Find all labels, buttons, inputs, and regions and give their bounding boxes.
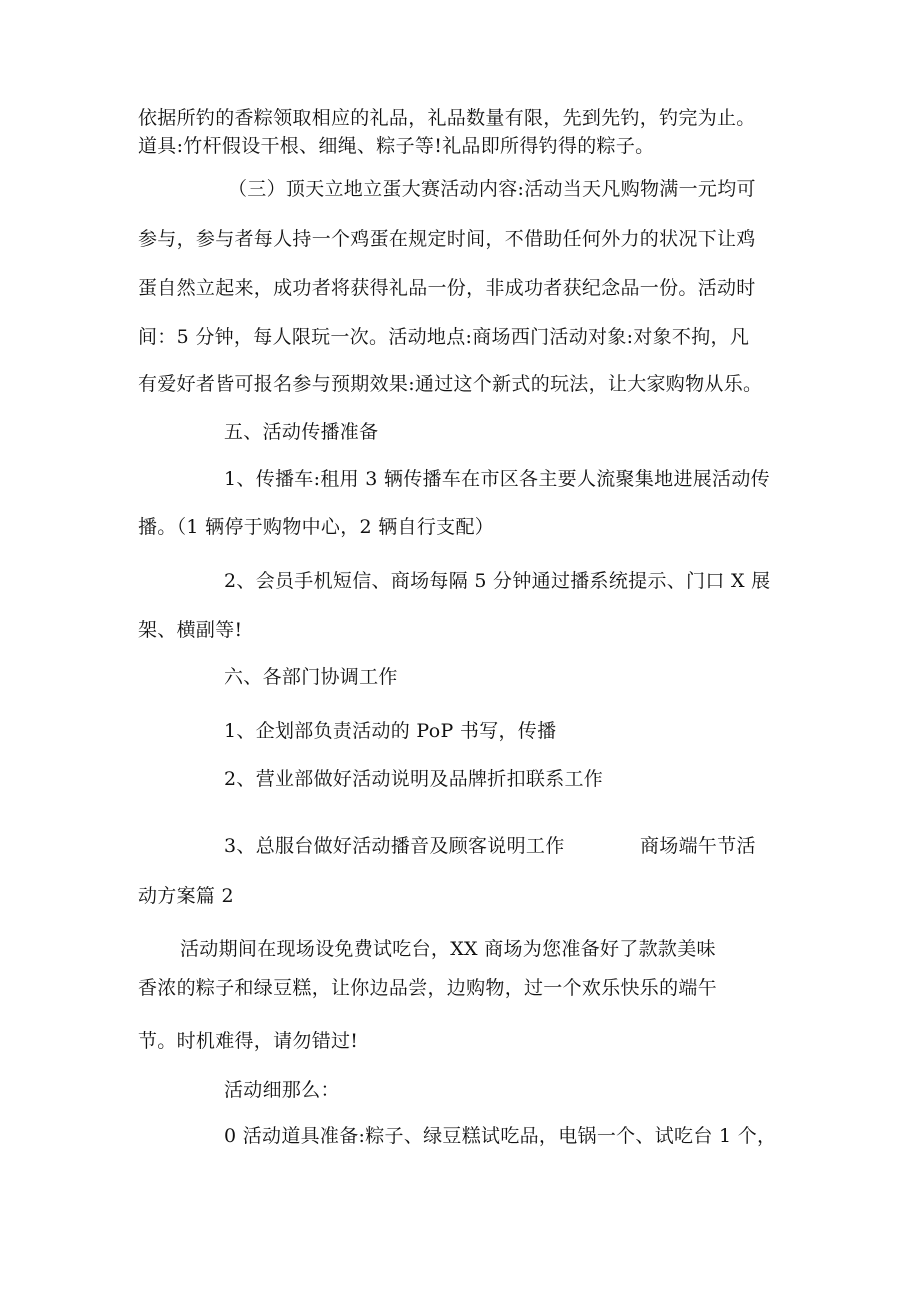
- paragraph-line: 参与，参与者每人持一个鸡蛋在规定时间，不借助任何外力的状况下让鸡: [138, 228, 756, 250]
- paragraph-line: 有爱好者皆可报名参与预期效果:通过这个新式的玩法，让大家购物从乐。: [138, 373, 763, 395]
- section-heading: 六、各部门协调工作: [224, 666, 398, 688]
- list-item: 2、营业部做好活动说明及品牌折扣联系工作: [224, 768, 604, 790]
- article-title-start: 商场端午节活: [640, 835, 756, 857]
- paragraph-line: 依据所钓的香粽领取相应的礼品，礼品数量有限，先到先钓，钓完为止。: [138, 107, 756, 129]
- list-item: 3、总服台做好活动播音及顾客说明工作: [224, 835, 565, 857]
- paragraph-line: 间：5 分钟，每人限玩一次。活动地点:商场西门活动对象:对象不拘，凡: [138, 326, 750, 348]
- section-heading: 活动细那么：: [224, 1079, 340, 1101]
- paragraph-line: 2、会员手机短信、商场每隔 5 分钟通过播系统提示、门口 X 展: [224, 570, 771, 592]
- paragraph-line: 节。时机难得，请勿错过!: [138, 1030, 359, 1052]
- paragraph-line: 1、传播车:租用 3 辆传播车在市区各主要人流聚集地进展活动传: [224, 468, 770, 490]
- paragraph-line: 道具:竹杆假设干根、细绳、粽子等!礼品即所得钓得的粽子。: [138, 135, 655, 157]
- paragraph-line: 播。（1 辆停于购物中心，2 辆自行支配）: [138, 516, 495, 538]
- paragraph-line: 香浓的粽子和绿豆糕，让你边品尝，边购物，过一个欢乐快乐的端午: [138, 977, 718, 999]
- paragraph-line: （三）顶天立地立蛋大赛活动内容:活动当天凡购物满一元均可: [228, 178, 756, 200]
- paragraph-line: 蛋自然立起来，成功者将获得礼品一份，非成功者获纪念品一份。活动时: [138, 277, 756, 299]
- section-heading: 五、活动传播准备: [224, 421, 379, 443]
- list-item: 0 活动道具准备:粽子、绿豆糕试吃品，电锅一个、试吃台 1 个，: [224, 1125, 777, 1147]
- article-title-end: 动方案篇 2: [138, 885, 234, 907]
- paragraph-line: 活动期间在现场设免费试吃台，XX 商场为您准备好了款款美味: [180, 938, 716, 960]
- paragraph-line: 架、横副等!: [138, 619, 243, 641]
- list-item: 1、企划部负责活动的 PoP 书写，传播: [224, 720, 557, 742]
